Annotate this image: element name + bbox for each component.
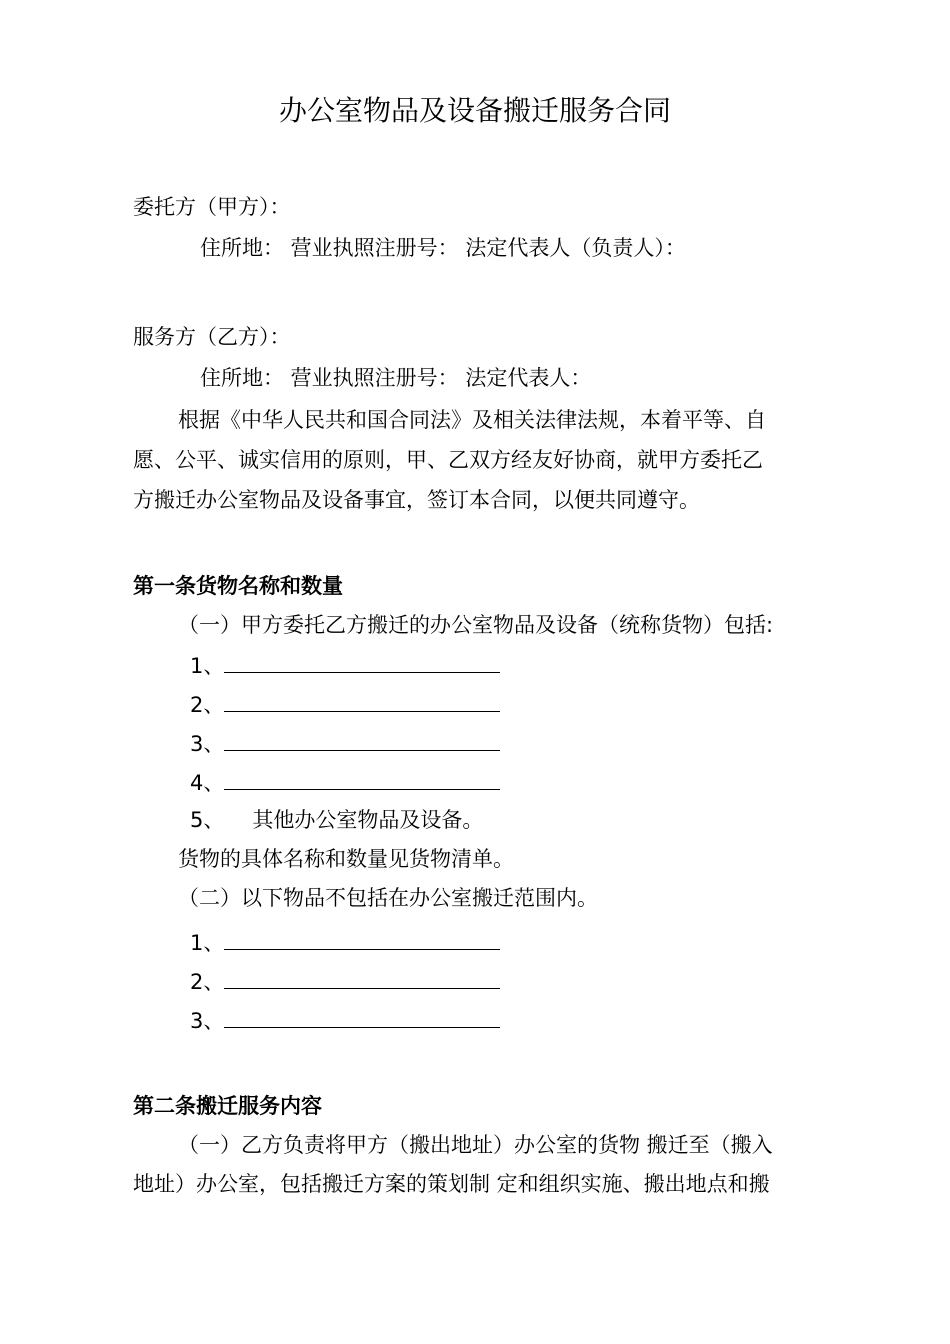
preamble-line: 方搬迁办公室物品及设备事宜，签订本合同，以便共同遵守。 (133, 488, 700, 512)
article-1-clause-2: （二）以下物品不包括在办公室搬迁范围内。 (178, 886, 598, 910)
item-number: 3、 (190, 1009, 225, 1033)
preamble-line: 愿、公平、诚实信用的原则，甲、乙双方经友好协商，就甲方委托乙 (133, 448, 763, 472)
document-title: 办公室物品及设备搬迁服务合同 (278, 94, 671, 127)
party-a-details: 住所地： 营业执照注册号： 法定代表人（负责人）： (200, 236, 686, 260)
fill-in-blank[interactable] (224, 689, 500, 712)
article-2-line: （一）乙方负责将甲方（搬出地址）办公室的货物 搬迁至（搬入 (178, 1133, 773, 1157)
fill-in-blank[interactable] (224, 650, 500, 673)
list-item (190, 806, 483, 834)
list-item (190, 927, 500, 957)
item-number: 5、 (190, 808, 225, 832)
fill-in-blank[interactable] (224, 1005, 500, 1028)
list-item (190, 650, 500, 680)
article-2-heading: 第二条搬迁服务内容 (133, 1094, 322, 1118)
list-item (190, 767, 500, 797)
item-number: 1、 (190, 931, 225, 955)
fill-in-blank[interactable] (224, 927, 500, 950)
item-number: 2、 (190, 693, 225, 717)
article-2-line: 地址）办公室，包括搬迁方案的策划制 定和组织实施、搬出地点和搬 (133, 1172, 770, 1196)
party-a-label: 委托方（甲方）： (133, 195, 291, 219)
item-text: 其他办公室物品及设备。 (252, 808, 484, 832)
list-item (190, 728, 500, 758)
fill-in-blank[interactable] (224, 767, 500, 790)
list-item (190, 689, 500, 719)
item-number: 4、 (190, 771, 225, 795)
article-1-note: 货物的具体名称和数量见货物清单。 (178, 847, 514, 871)
list-item (190, 966, 500, 996)
fill-in-blank[interactable] (224, 966, 500, 989)
fill-in-blank[interactable] (224, 728, 500, 751)
list-item (190, 1005, 500, 1035)
item-number: 1、 (190, 654, 225, 678)
preamble-line: 根据《中华人民共和国合同法》及相关法律法规，本着平等、自 (178, 408, 766, 432)
article-1-heading: 第一条货物名称和数量 (133, 574, 343, 598)
party-b-details: 住所地： 营业执照注册号： 法定代表人： (200, 366, 592, 390)
party-b-label: 服务方（乙方）： (133, 325, 291, 349)
article-1-clause-1: （一）甲方委托乙方搬迁的办公室物品及设备（统称货物）包括: (178, 613, 774, 637)
item-number: 2、 (190, 970, 225, 994)
item-number: 3、 (190, 732, 225, 756)
